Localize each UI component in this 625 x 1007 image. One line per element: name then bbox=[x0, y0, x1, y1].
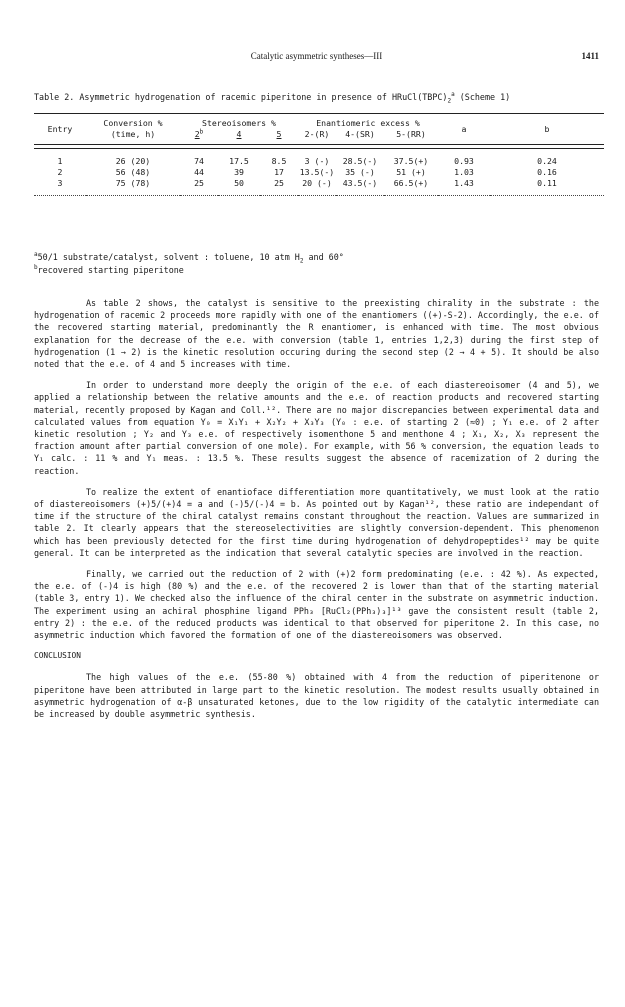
col-b: b bbox=[544, 123, 550, 134]
col-a: a bbox=[461, 123, 467, 134]
table-head-row-1 bbox=[34, 118, 604, 129]
col-ee5: 5-(RR) bbox=[396, 129, 426, 139]
running-header bbox=[34, 50, 599, 62]
table-row: 1 26 (20) 74 17.5 8.5 3 (-) 28.5(-) 37.5(+) 0.93 0.24 bbox=[57, 156, 557, 166]
running-title: Catalytic asymmetric syntheses—III bbox=[250, 51, 383, 61]
col-s2: 2$^b$ bbox=[194, 128, 204, 139]
col-ee: Enantiomeric excess % bbox=[316, 118, 420, 128]
page-number: 1411 bbox=[581, 51, 599, 61]
col-time: (time, h) bbox=[110, 129, 156, 139]
footnote-b: $^b$recovered starting piperitone bbox=[34, 264, 184, 275]
body-text bbox=[34, 297, 599, 729]
footnote-a: $^a$50/1 substrate/catalyst, solvent : toluene, 10 atm $H_2$ and 60° bbox=[34, 251, 344, 265]
col-conversion: Conversion % bbox=[103, 118, 163, 128]
paragraph-3: To realize the extent of enantioface differentiation more quantitatively, we must look at the ratio of diastereoisomers (+)5/(+)4 = a and (-)5/(-)4 = b. As pointed out by Kagan¹², these ratio are independant of time if the structure of the chiral catalyst remains constant throughout the reaction. Values are summarized in table 2. It clearly appears that the stereoselectivities are slightly conversion-dependent. This phenomenon which has been previously detected for the first time during hydrogenation of dehydropeptides¹² may be quite general. It can be interpreted as the indication that several catalytic species are involved in the reaction. bbox=[34, 486, 599, 558]
paragraph-4: Finally, we carried out the reduction of 2 with (+)2 form predominating (e.e. : 42 %). As expected, the e.e. of (-)4 is high (80 %) and the e.e. of the recovered 2 is lower than that of the starting material (table 3, entry 1). We checked also the influence of the chiral center in the substrate on asymmetric induction. The experiment using an achiral phosphine ligand PPh₃ [RuCl₂(PPh₃)₃]¹³ gave the consistent result (table 2, entry 2) : the e.e. of the reduced products was identical to that observed for piperitone 2. In this case, no asymmetric induction which favored the formation of one of the diastereoisomers was observed. bbox=[34, 569, 599, 641]
col-ee2: 2-(R) bbox=[304, 129, 330, 139]
table-row: 3 75 (78) 25 50 25 20 (-) 43.5(-) 66.5(+) 1.43 0.11 bbox=[57, 178, 557, 188]
paragraph-1: As table 2 shows, the catalyst is sensitive to the preexisting chirality in the substrate : the hydrogenation of racemic 2 proceeds more rapidly with one of the enantiomers ((+)-S-2). Accordingly, the e.e. of the recovered starting material, predominantly the R enantiomer, is enhanced with time. The most obvious explanation for the decrease of the e.e. with conversion (table 1, entries 1,2,3) during the first step of hydrogenation (1 → 2) is the kinetic resolution occuring during the second step (2 → 4 + 5). It should be also noted that the e.e. of 4 and 5 increases with time. bbox=[34, 298, 599, 370]
col-ee4: 4-(SR) bbox=[345, 129, 375, 139]
col-entry: Entry bbox=[47, 123, 73, 134]
col-s4: 4 bbox=[236, 129, 242, 139]
paragraph-5: The high values of the e.e. (55-80 %) obtained with 4 from the reduction of piperitenone or piperitone have been attributed in large part to the kinetic resolution. The modest results usually obtained in asymmetric hydrogenation of α-β unsaturated ketones, due to the low rigidity of the catalytic intermediate can be increased by double asymmetric synthesis. bbox=[34, 672, 599, 720]
results-table bbox=[34, 113, 604, 198]
col-stereoisomers: Stereoisomers % bbox=[202, 118, 276, 128]
paragraph-2: In order to understand more deeply the origin of the e.e. of each diastereoisomer (4 and 5), we applied a relationship between the relative amounts and the e.e. of reaction products and recovered starting material, recently proposed by Kagan and Coll.¹². There are no major discrepancies between experimental data and calculated values from equation Y₀ = X₁Y₁ + X₂Y₂ + X₃Y₃ (Y₀ : e.e. of starting 2 (≈0) ; Y₁ e.e. of 2 after kinetic resolution ; Y₂ and Y₃ e.e. of respectively isomenthone 5 and menthone 4 ; X₁, X₂, X₃ represent the fraction amount after partial conversion of one mole). For example, with 56 % conversion, the equation leads to Y₁ calc. : 11 % and Y₁ meas. : 13.5 %. These results suggest the absence of racemization of 2 during the reaction. bbox=[34, 380, 599, 476]
conclusion-heading: CONCLUSION bbox=[34, 651, 81, 661]
col-s5: 5 bbox=[276, 129, 282, 139]
table-row: 2 56 (48) 44 39 17 13.5(-) 35 (-) 51 (+) 1.03 0.16 bbox=[57, 167, 557, 177]
table-caption: Table 2. Asymmetric hydrogenation of racemic piperitone in presence of $HRuCl(TBPC)_2^a$ (Scheme 1) bbox=[34, 91, 511, 105]
